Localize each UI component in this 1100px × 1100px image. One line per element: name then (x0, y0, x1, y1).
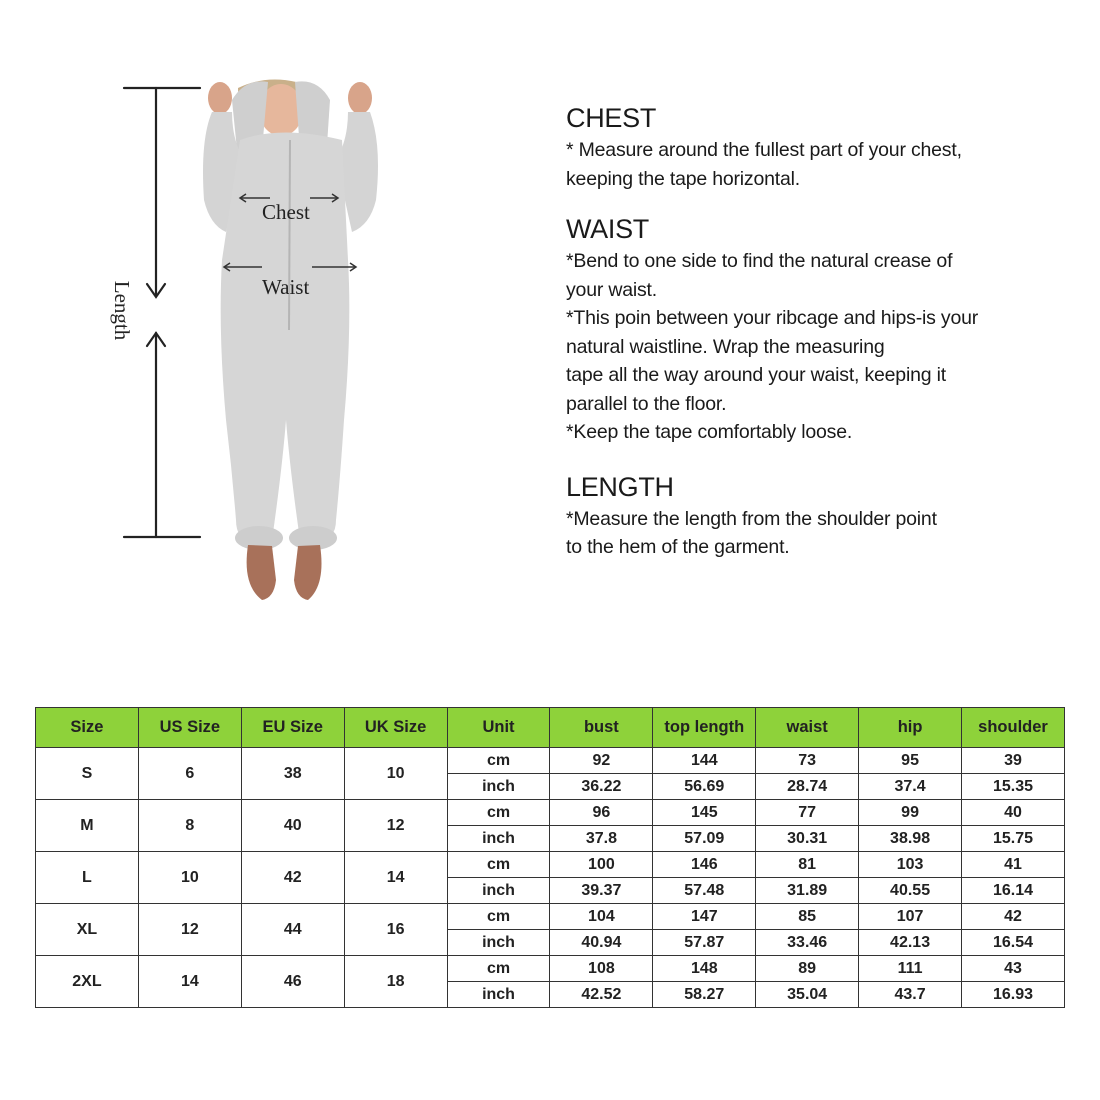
waist-cell: 81 (756, 852, 859, 878)
unit-cell: inch (447, 826, 550, 852)
eu-size-cell: 42 (241, 852, 344, 904)
uk-size-cell: 10 (344, 748, 447, 800)
bust-cell: 92 (550, 748, 653, 774)
hip-cell: 103 (859, 852, 962, 878)
waist-text-line: tape all the way around your waist, keeping it (566, 364, 946, 386)
table-row (36, 904, 1065, 930)
waist-cell: 77 (756, 800, 859, 826)
bust-cell: 96 (550, 800, 653, 826)
hip-cell: 43.7 (859, 982, 962, 1008)
table-row (36, 956, 1065, 982)
header-eu-size: EU Size (241, 708, 344, 748)
chest-label: Chest (262, 200, 310, 224)
shoulder-cell: 39 (962, 748, 1065, 774)
size-chart-table (35, 707, 1065, 1008)
waist-text-line: *Keep the tape comfortably loose. (566, 421, 853, 443)
bust-cell: 42.52 (550, 982, 653, 1008)
shoulder-cell: 15.35 (962, 774, 1065, 800)
header-unit: Unit (447, 708, 550, 748)
top-length-cell: 148 (653, 956, 756, 982)
chest-section (566, 100, 1086, 193)
unit-cell: cm (447, 800, 550, 826)
waist-cell: 35.04 (756, 982, 859, 1008)
length-section (566, 469, 1086, 562)
unit-cell: inch (447, 878, 550, 904)
chest-text-line: * Measure around the fullest part of your chest, (566, 139, 962, 161)
hip-cell: 37.4 (859, 774, 962, 800)
shoulder-cell: 43 (962, 956, 1065, 982)
top-length-cell: 58.27 (653, 982, 756, 1008)
eu-size-cell: 46 (241, 956, 344, 1008)
top-length-cell: 145 (653, 800, 756, 826)
length-text-line: *Measure the length from the shoulder point (566, 507, 937, 530)
size-cell: 2XL (36, 956, 139, 1008)
eu-size-cell: 40 (241, 800, 344, 852)
bust-cell: 36.22 (550, 774, 653, 800)
waist-section (566, 211, 1086, 447)
shoulder-cell: 40 (962, 800, 1065, 826)
waist-text-line: parallel to the floor. (566, 392, 727, 415)
waist-cell: 33.46 (756, 930, 859, 956)
eu-size-cell: 44 (241, 904, 344, 956)
us-size-cell: 14 (138, 956, 241, 1008)
unit-cell: cm (447, 852, 550, 878)
measurement-instructions (566, 100, 1086, 580)
chest-title: CHEST (566, 103, 657, 133)
waist-cell: 73 (756, 748, 859, 774)
shoulder-cell: 42 (962, 904, 1065, 930)
size-cell: M (36, 800, 139, 852)
shoulder-cell: 16.93 (962, 982, 1065, 1008)
bust-cell: 39.37 (550, 878, 653, 904)
top-length-cell: 147 (653, 904, 756, 930)
hip-cell: 95 (859, 748, 962, 774)
waist-cell: 30.31 (756, 826, 859, 852)
hip-cell: 38.98 (859, 826, 962, 852)
size-cell: S (36, 748, 139, 800)
us-size-cell: 12 (138, 904, 241, 956)
top-length-cell: 57.87 (653, 930, 756, 956)
header-shoulder: shoulder (962, 708, 1065, 748)
table-header-row (36, 708, 1065, 748)
size-cell: XL (36, 904, 139, 956)
hip-cell: 107 (859, 904, 962, 930)
hip-cell: 111 (859, 956, 962, 982)
unit-cell: cm (447, 904, 550, 930)
waist-title: WAIST (566, 214, 649, 244)
unit-cell: cm (447, 748, 550, 774)
uk-size-cell: 16 (344, 904, 447, 956)
table-row (36, 748, 1065, 774)
top-length-cell: 57.09 (653, 826, 756, 852)
model-illustration (0, 0, 540, 640)
uk-size-cell: 12 (344, 800, 447, 852)
size-cell: L (36, 852, 139, 904)
header-top-length: top length (653, 708, 756, 748)
waist-cell: 85 (756, 904, 859, 930)
shoulder-cell: 16.54 (962, 930, 1065, 956)
us-size-cell: 10 (138, 852, 241, 904)
us-size-cell: 8 (138, 800, 241, 852)
bust-cell: 108 (550, 956, 653, 982)
header-bust: bust (550, 708, 653, 748)
bust-cell: 37.8 (550, 826, 653, 852)
top-length-cell: 144 (653, 748, 756, 774)
shoulder-cell: 41 (962, 852, 1065, 878)
waist-text-line: natural waistline. Wrap the measuring (566, 335, 885, 358)
unit-cell: cm (447, 956, 550, 982)
chest-text-line: keeping the tape horizontal. (566, 167, 800, 190)
bust-cell: 40.94 (550, 930, 653, 956)
top-length-cell: 56.69 (653, 774, 756, 800)
waist-cell: 31.89 (756, 878, 859, 904)
waist-cell: 28.74 (756, 774, 859, 800)
top-length-cell: 146 (653, 852, 756, 878)
waist-text-line: *This poin between your ribcage and hips-is your (566, 307, 979, 329)
onesie-garment (203, 79, 378, 600)
waist-text-line: your waist. (566, 278, 657, 301)
unit-cell: inch (447, 930, 550, 956)
length-text-line: to the hem of the garment. (566, 536, 790, 558)
top-length-cell: 57.48 (653, 878, 756, 904)
unit-cell: inch (447, 774, 550, 800)
header-hip: hip (859, 708, 962, 748)
header-waist: waist (756, 708, 859, 748)
table-row (36, 852, 1065, 878)
shoulder-cell: 16.14 (962, 878, 1065, 904)
garment-figure (0, 0, 540, 640)
unit-cell: inch (447, 982, 550, 1008)
shoulder-cell: 15.75 (962, 826, 1065, 852)
header-uk-size: UK Size (344, 708, 447, 748)
table-body (36, 748, 1065, 1008)
length-label: Length (110, 280, 135, 341)
eu-size-cell: 38 (241, 748, 344, 800)
waist-text-line: *Bend to one side to find the natural crease of (566, 250, 953, 272)
waist-cell: 89 (756, 956, 859, 982)
waist-label: Waist (262, 275, 310, 299)
hip-cell: 42.13 (859, 930, 962, 956)
uk-size-cell: 18 (344, 956, 447, 1008)
length-title: LENGTH (566, 471, 674, 502)
bust-cell: 104 (550, 904, 653, 930)
us-size-cell: 6 (138, 748, 241, 800)
bust-cell: 100 (550, 852, 653, 878)
length-ruler (124, 88, 200, 537)
table-row (36, 800, 1065, 826)
header-size: Size (36, 708, 139, 748)
header-us-size: US Size (138, 708, 241, 748)
hip-cell: 99 (859, 800, 962, 826)
uk-size-cell: 14 (344, 852, 447, 904)
hip-cell: 40.55 (859, 878, 962, 904)
